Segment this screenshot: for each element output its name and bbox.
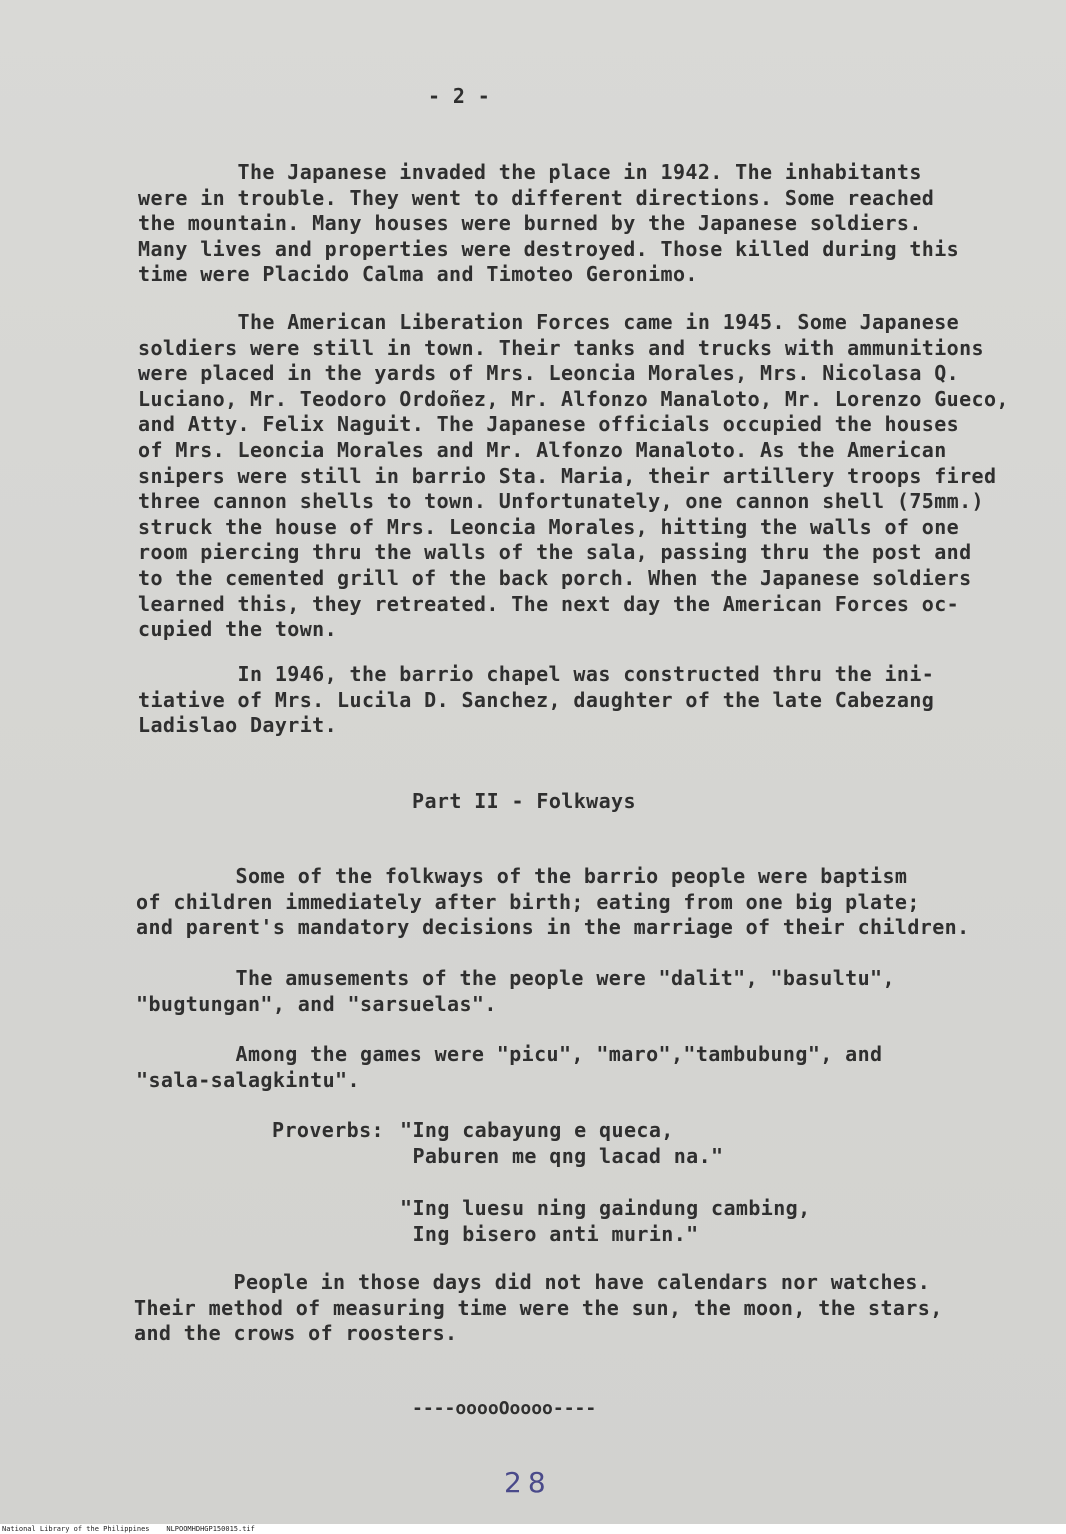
- paragraph-games: Among the games were "picu", "maro","tambubung", and "sala-salagkintu".: [136, 1042, 883, 1092]
- proverb-2: "Ing luesu ning gaindung cambing, Ing bisero anti murin.": [400, 1196, 811, 1246]
- footer-text: National Library of the Philippines NLPOOMHDHGP150015.tif: [2, 1525, 255, 1533]
- page-number-top: - 2 -: [428, 84, 491, 108]
- paragraph-folkways: Some of the folkways of the barrio people were baptism of children immediately after birth; eating from one big plate; and parent's mandatory decisions in the marriage of their children.: [136, 864, 970, 940]
- proverb-1: "Ing cabayung e queca, Paburen me qng lacad na.": [400, 1118, 724, 1168]
- paragraph-japanese-invasion: The Japanese invaded the place in 1942. The inhabitants were in trouble. They went to different directions. Some reached the mountain. Many houses were burned by the Japanese soldiers. Many lives and properties were destroyed. Those killed during this time were Placido Calma and Timoteo Geronimo.: [138, 160, 960, 287]
- proverbs-label: Proverbs:: [272, 1118, 384, 1142]
- handwritten-page-number: 28: [504, 1466, 552, 1499]
- end-rule: ----ooooOoooo----: [412, 1398, 597, 1419]
- paragraph-measuring-time: People in those days did not have calendars nor watches. Their method of measuring time were the sun, the moon, the stars, and the crows of roosters.: [134, 1270, 943, 1346]
- paragraph-barrio-chapel: In 1946, the barrio chapel was constructed thru the ini- tiative of Mrs. Lucila D. Sanchez, daughter of the late Cabezang Ladislao Dayrit.: [138, 662, 935, 738]
- scan-footer: [0, 1524, 1066, 1534]
- paragraph-amusements: The amusements of the people were "dalit", "basultu", "bugtungan", and "sarsuelas".: [136, 966, 895, 1016]
- paragraph-american-liberation: The American Liberation Forces came in 1945. Some Japanese soldiers were still in town. Their tanks and trucks with ammunitions were placed in the yards of Mrs. Leoncia Morales, Mrs. Nicolasa Q. Luciano, Mr. Teodoro Ordoñez, Mr. Alfonzo Manaloto, Mr. Lorenzo Gueco, and Atty. Felix Naguit. The Japanese officials occupied the houses of Mrs. Leoncia Morales and Mr. Alfonzo Manaloto. As the American snipers were still in barrio Sta. Maria, their artillery troops fired three cannon shells to town. Unfortunately, one cannon shell (75mm.) struck the house of Mrs. Leoncia Morales, hitting the walls of one room piercing thru the walls of the sala, passing thru the post and to the cemented grill of the back porch. When the Japanese soldiers learned this, they retreated. The next day the American Forces oc- cupied the town.: [138, 310, 1009, 642]
- section-heading-folkways: Part II - Folkways: [412, 789, 636, 813]
